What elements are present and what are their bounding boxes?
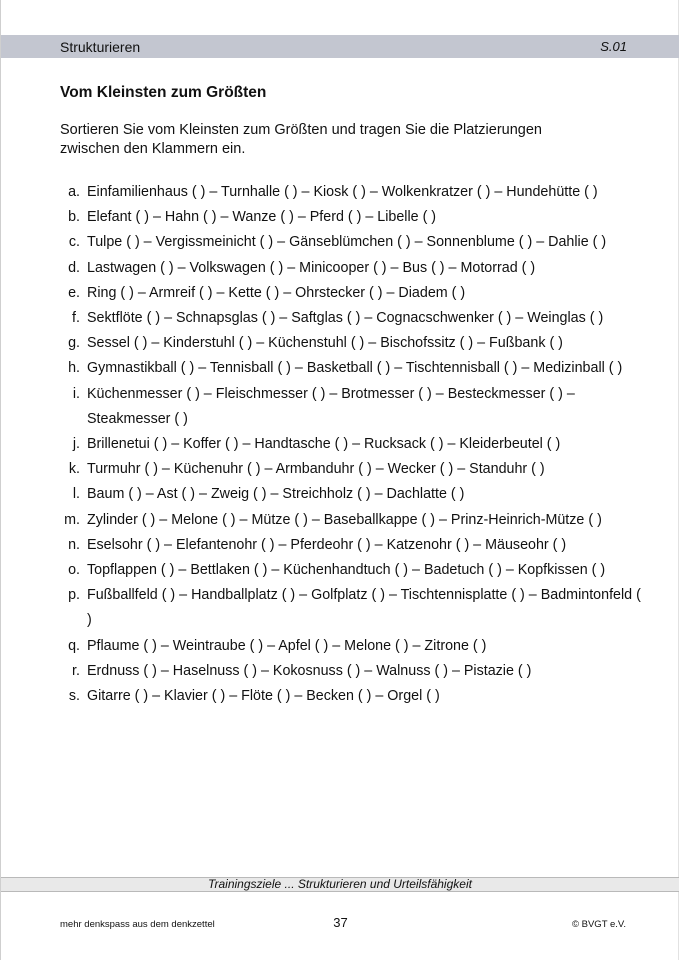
list-item (0, 533, 681, 558)
item-text: Ring ( ) – Armreif ( ) – Kette ( ) – Ohrstecker ( ) – Diadem ( ) (87, 284, 466, 301)
item-letter: q. (68, 637, 80, 654)
item-letter: m. (64, 511, 80, 528)
list-item (0, 205, 681, 230)
item-letter: p. (68, 587, 80, 604)
item-text: Brillenetui ( ) – Koffer ( ) – Handtasche ( ) – Rucksack ( ) – Kleiderbeutel ( ) (87, 436, 561, 453)
item-text: Topflappen ( ) – Bettlaken ( ) – Küchenhandtuch ( ) – Badetuch ( ) – Kopfkissen ( ) (87, 562, 606, 579)
list-item (0, 558, 681, 583)
list-item (0, 508, 681, 533)
header-bar (1, 35, 679, 58)
item-letter: h. (68, 360, 80, 377)
list-item (0, 331, 681, 356)
list-item (0, 180, 681, 205)
task-list (0, 180, 681, 709)
footer-copyright: © BVGT e.V. (572, 919, 626, 930)
item-text: Zylinder ( ) – Melone ( ) – Mütze ( ) – Baseballkappe ( ) – Prinz-Heinrich-Mütze ( ) (87, 511, 602, 528)
list-item (0, 432, 681, 457)
item-text: Lastwagen ( ) – Volkswagen ( ) – Minicooper ( ) – Bus ( ) – Motorrad ( ) (87, 259, 536, 276)
item-text: Tulpe ( ) – Vergissmeinicht ( ) – Gänseblümchen ( ) – Sonnenblume ( ) – Dahlie ( ) (87, 234, 607, 251)
item-letter: n. (68, 536, 80, 553)
list-item (0, 356, 681, 381)
item-text: Gymnastikball ( ) – Tennisball ( ) – Basketball ( ) – Tischtennisball ( ) – Medizinball ( ) (87, 360, 623, 377)
list-item (0, 306, 681, 331)
item-letter: o. (68, 562, 80, 579)
item-text: Einfamilienhaus ( ) – Turnhalle ( ) – Kiosk ( ) – Wolkenkratzer ( ) – Hundehütte ( ) (87, 184, 598, 200)
page-title: Vom Kleinsten zum Größten (60, 84, 267, 101)
item-text: Fußballfeld ( ) – Handballplatz ( ) – Golfplatz ( ) – Tischtennisplatte ( ) – Badmintonfeld ( ) (87, 587, 641, 629)
item-text: Gitarre ( ) – Klavier ( ) – Flöte ( ) – Becken ( ) – Orgel ( ) (87, 688, 440, 705)
list-item (0, 659, 681, 684)
list-item (0, 281, 681, 306)
item-text: Sektflöte ( ) – Schnapsglas ( ) – Saftglas ( ) – Cognacschwenker ( ) – Weinglas ( ) (87, 310, 604, 327)
list-item (0, 457, 681, 482)
item-letter: r. (72, 662, 80, 679)
item-letter: d. (68, 259, 80, 276)
item-text: Turmuhr ( ) – Küchenuhr ( ) – Armbanduhr ( ) – Wecker ( ) – Standuhr ( ) (87, 461, 545, 478)
footer-band: Trainingsziele ... Strukturieren und Urteilsfähigkeit (1, 877, 679, 892)
page-number: 37 (333, 915, 348, 930)
list-item (0, 482, 681, 507)
list-item (0, 256, 681, 281)
item-letter: g. (68, 335, 80, 352)
item-letter: e. (68, 284, 80, 301)
header-page-code: S.01 (600, 39, 627, 54)
item-letter: b. (68, 209, 80, 226)
list-item (0, 634, 681, 659)
item-text: Erdnuss ( ) – Haselnuss ( ) – Kokosnuss ( ) – Walnuss ( ) – Pistazie ( ) (87, 662, 532, 679)
header-section: Strukturieren (60, 38, 141, 55)
item-letter: i. (72, 385, 80, 402)
list-item (0, 230, 681, 255)
list-item (0, 382, 681, 432)
item-letter: f. (72, 310, 80, 327)
item-letter: c. (68, 234, 80, 251)
item-text: Sessel ( ) – Kinderstuhl ( ) – Küchenstuhl ( ) – Bischofssitz ( ) – Fußbank ( ) (87, 335, 563, 352)
list-item (0, 684, 681, 709)
item-letter: a. (68, 184, 80, 200)
instruction-text: Sortieren Sie vom Kleinsten zum Größten und tragen Sie die Platzierungen zwischen den Klammern ein. (60, 122, 542, 157)
item-text: Pflaume ( ) – Weintraube ( ) – Apfel ( ) – Melone ( ) – Zitrone ( ) (87, 637, 487, 654)
item-letter: s. (68, 688, 80, 705)
list-item (0, 583, 681, 633)
item-text: Baum ( ) – Ast ( ) – Zweig ( ) – Streichholz ( ) – Dachlatte ( ) (87, 486, 465, 503)
item-text: Küchenmesser ( ) – Fleischmesser ( ) – Brotmesser ( ) – Besteckmesser ( ) – Steakmesser ( ) (87, 385, 575, 427)
item-letter: k. (68, 461, 80, 478)
footer-left-text: mehr denkspass aus dem denkzettel (60, 919, 215, 930)
item-letter: j. (72, 436, 80, 453)
item-letter: l. (72, 486, 80, 503)
item-text: Eselsohr ( ) – Elefantenohr ( ) – Pferdeohr ( ) – Katzenohr ( ) – Mäuseohr ( ) (87, 536, 567, 553)
item-text: Elefant ( ) – Hahn ( ) – Wanze ( ) – Pferd ( ) – Libelle ( ) (87, 209, 437, 226)
